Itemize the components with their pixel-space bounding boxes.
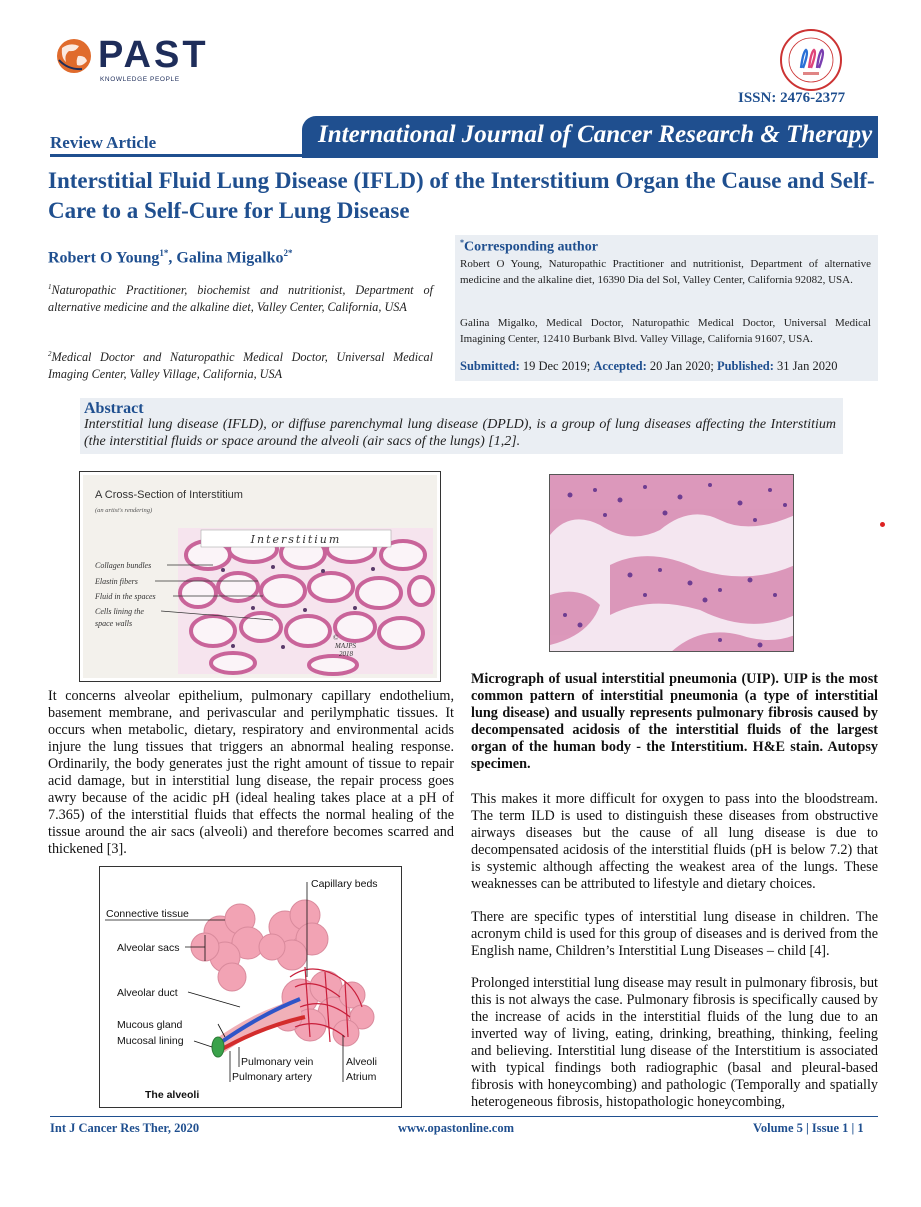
corresponding-author-1: Robert O Young, Naturopathic Practitioner and nutritionist, Department of alternative medicine and the alkaline diet, 16390 Dia del Sol, Valley Center, California 92082, USA. xyxy=(460,258,871,286)
label-capillary-beds: Capillary beds xyxy=(311,878,378,890)
signature-year: 2018 xyxy=(339,650,353,658)
abstract-heading: Abstract xyxy=(84,400,144,417)
affiliation-2-sup: 2 xyxy=(48,350,52,358)
affiliation-2: $^2$Medical Doctor and Naturopathic Medical Doctor, Universal Medical Imaging Center, Valley Village, California, USA xyxy=(48,350,433,382)
affiliation-1-sup: 1 xyxy=(48,283,52,291)
footer-journal-citation: Int J Cancer Res Ther, 2020 xyxy=(50,1121,200,1135)
label-mucosal-lining: Mucosal lining xyxy=(117,1035,184,1047)
footer-volume-issue: Volume 5 | Issue 1 | 1 xyxy=(753,1121,864,1135)
figure-1-subtitle: (an artist's rendering) xyxy=(95,507,153,514)
body-paragraph-right-3: Prolonged interstitial lung disease may result in pulmonary fibrosis, but this is not always the case. Pulmonary fibrosis is specifically caused by the increase of acids in the interstitial fluids of the lung due to an inverted way of living, eating, drinking, breathing, thinking, feeling and believing. Interstitial lung disease of the Interstitium is associated with typical findings both radiographic (basal and pleural-based fibrosis with honeycombing) and pathologic (Temporally and spatially heterogeneous fibrosis, histopathologic honeycombing, xyxy=(471,975,878,1110)
label-alveoli: Alveoli xyxy=(346,1056,377,1068)
corresponding-author-2: Galina Migalko, Medical Doctor, Naturopathic Medical Doctor, Universal Medical Imagining Center, 12410 Burbank Blvd. Valley Village, California 91607, USA. xyxy=(460,317,871,345)
abstract-text: Interstitial lung disease (IFLD), or diffuse parenchymal lung disease (DPLD), is a group of lung diseases affecting the Interstitium (the interstitial fluids or space around the alveoli (air sacs of the lungs) [1,2]. xyxy=(84,417,836,449)
author-list: Robert O Young$^{1*}$, Galina Migalko$^{2*}$ xyxy=(48,248,293,267)
label-cells-2: space walls xyxy=(95,619,133,628)
alveoli-diagram xyxy=(100,867,401,1107)
margin-mark xyxy=(880,522,885,527)
author-1-sup: 1* xyxy=(159,248,169,258)
label-mucous-gland: Mucous gland xyxy=(117,1019,183,1031)
logo-wordmark: PAST xyxy=(98,34,209,76)
interstitium-illustration xyxy=(83,475,437,678)
journal-seal-icon xyxy=(779,28,843,92)
journal-name: International Journal of Cancer Research & Therapy xyxy=(318,121,873,148)
label-elastin: Elastin fibers xyxy=(95,577,138,586)
corresponding-author-heading: *Corresponding author xyxy=(460,238,598,255)
label-alveolar-sacs: Alveolar sacs xyxy=(117,942,180,954)
footer-rule xyxy=(50,1116,878,1117)
body-paragraph-right-1: This makes it more difficult for oxygen to pass into the bloodstream. The term ILD is used to distinguish these diseases from obstructive airways diseases but the cause of all lung disease is due to decompensated acidosis of the interstitial fluids (pH is below 7.2) that is systemic although affecting the weakest area of the lungs. These weaknesses can be attributed to lifestyle and dietary choices. xyxy=(471,791,878,892)
logo-tagline: KNOWLEDGE PEOPLE xyxy=(100,76,180,83)
article-title: Interstitial Fluid Lung Disease (IFLD) of the Interstitium Organ the Cause and Self-Care to a Self-Cure for Lung Disease xyxy=(48,168,875,223)
label-collagen: Collagen bundles xyxy=(95,561,152,570)
micrograph-caption: Micrograph of usual interstitial pneumonia (UIP). UIP is the most common pattern of interstitial pneumonia (a type of interstitial lung disease) and usually represents pulmonary fibrosis caused by decompensated acidosis of the interstitial fluids of the largest organ of the human body - the Interstitium. H&E stain. Autopsy specimen. xyxy=(471,671,878,772)
author-2-sup: 2* xyxy=(283,248,293,258)
affiliation-1: $^1$Naturopathic Practitioner, biochemist and nutritionist, Department of alternative medicine and the alkaline diet, Valley Center, California, USA xyxy=(48,283,433,315)
body-paragraph-left-1: It concerns alveolar epithelium, pulmonary capillary endothelium, basement membrane, and perivascular and perilymphatic tissues. It occurs when metabolic, dietary, respiratory and environmental acids injure the lung tissues that triggers an abnormal healing response. Ordinarily, the body generates just the right amount of tissue to repair acid damage, but in interstitial lung disease, the repair process goes awry because of the acidic pH (ideal healing takes place at a pH of 7.365) of the interstitial fluids that effects the normal healing of the tissue around the air sacs (alveoli) and therefore becomes scarred and thickened [3]. xyxy=(48,688,454,857)
figure-1-title: A Cross-Section of Interstitium xyxy=(95,489,243,501)
micrograph-image xyxy=(549,474,794,652)
label-cells-1: Cells lining the xyxy=(95,607,144,616)
label-connective-tissue: Connective tissue xyxy=(106,908,189,920)
label-pulmonary-artery: Pulmonary artery xyxy=(232,1071,312,1083)
article-type: Review Article xyxy=(50,133,157,152)
body-paragraph-right-2: There are specific types of interstitial lung disease in children. The acronym child is used for this group of diseases and is derived from the English name, Children’s Interstitial Lung Diseases – child [4]. xyxy=(471,909,878,959)
footer-website-link[interactable]: www.opastonline.com xyxy=(398,1121,514,1135)
signature-copyright: © xyxy=(333,634,339,642)
author-1: Robert O Young xyxy=(48,249,160,267)
label-pulmonary-vein: Pulmonary vein xyxy=(241,1056,314,1068)
header-rule xyxy=(50,154,878,157)
he-stain-micrograph xyxy=(550,475,794,652)
signature-initials: MAJPS xyxy=(335,642,356,650)
label-alveolar-duct: Alveolar duct xyxy=(117,987,178,999)
label-fluid: Fluid in the spaces xyxy=(95,592,156,601)
interstitium-banner: Interstitium xyxy=(250,533,342,546)
label-atrium: Atrium xyxy=(346,1071,377,1083)
issn: ISSN: 2476-2377 xyxy=(738,90,846,106)
figure-alveoli-title: The alveoli xyxy=(145,1089,200,1101)
author-2: Galina Migalko xyxy=(176,249,284,267)
publication-dates: Submitted: 19 Dec 2019; Accepted: 20 Jan 2020; Published: 31 Jan 2020 xyxy=(460,359,838,373)
